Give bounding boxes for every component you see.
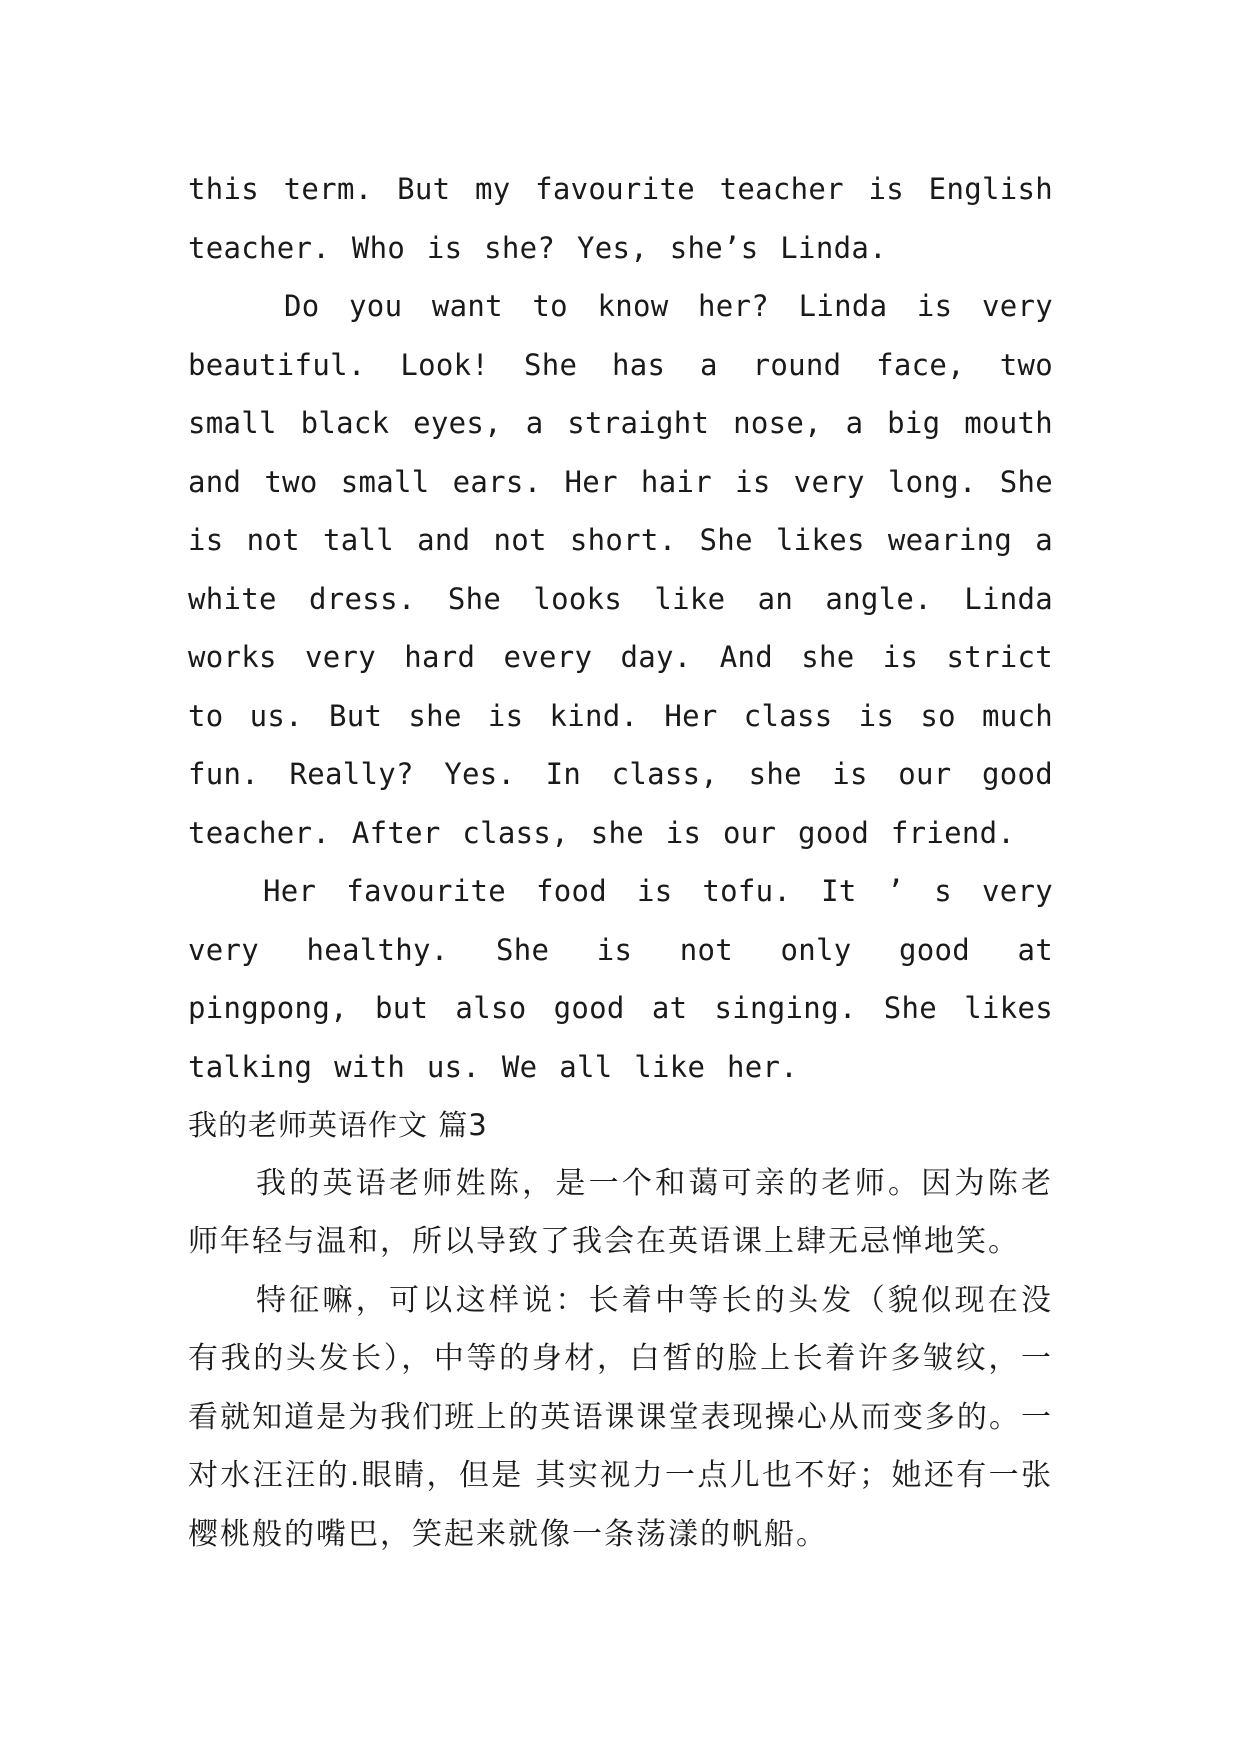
paragraph-en-3: Her favourite food is tofu. It ’ s very very healthy. She is not only good at pingpong, but also good at singing. She likes talking with us. We all like her. — [188, 874, 1053, 1084]
paragraph-en-1: this term. But my favourite teacher is English teacher. Who is she? Yes, she’s Linda. — [188, 172, 1053, 265]
paragraph-zh-1: 我的英语老师姓陈，是一个和蔼可亲的老师。因为陈老师年轻与温和，所以导致了我会在英语课上肆无忌惮地笑。 — [188, 1165, 1053, 1259]
document-page — [188, 160, 1053, 1564]
section-heading: 我的老师英语作文 篇3 — [188, 1108, 488, 1142]
paragraph-en-2: Do you want to know her? Linda is very beautiful. Look! She has a round face, two small black eyes, a straight nose, a big mouth and two small ears. Her hair is very long. She is not tall and not short. She likes wearing a white dress. She looks like an angle. Linda works very hard every day. And she is strict to us. But she is kind. Her class is so much fun. Really? Yes. In class, she is our good teacher. After class, she is our good friend. — [188, 289, 1053, 850]
paragraph-zh-2: 特征嘛，可以这样说：长着中等长的头发（貌似现在没有我的头发长），中等的身材，白皙的脸上长着许多皱纹，一看就知道是为我们班上的英语课课堂表现操心从而变多的。一对水汪汪的.眼睛，但是 其实视力一点儿也不好；她还有一张樱桃般的嘴巴，笑起来就像一条荡漾的帆船。 — [188, 1282, 1053, 1552]
